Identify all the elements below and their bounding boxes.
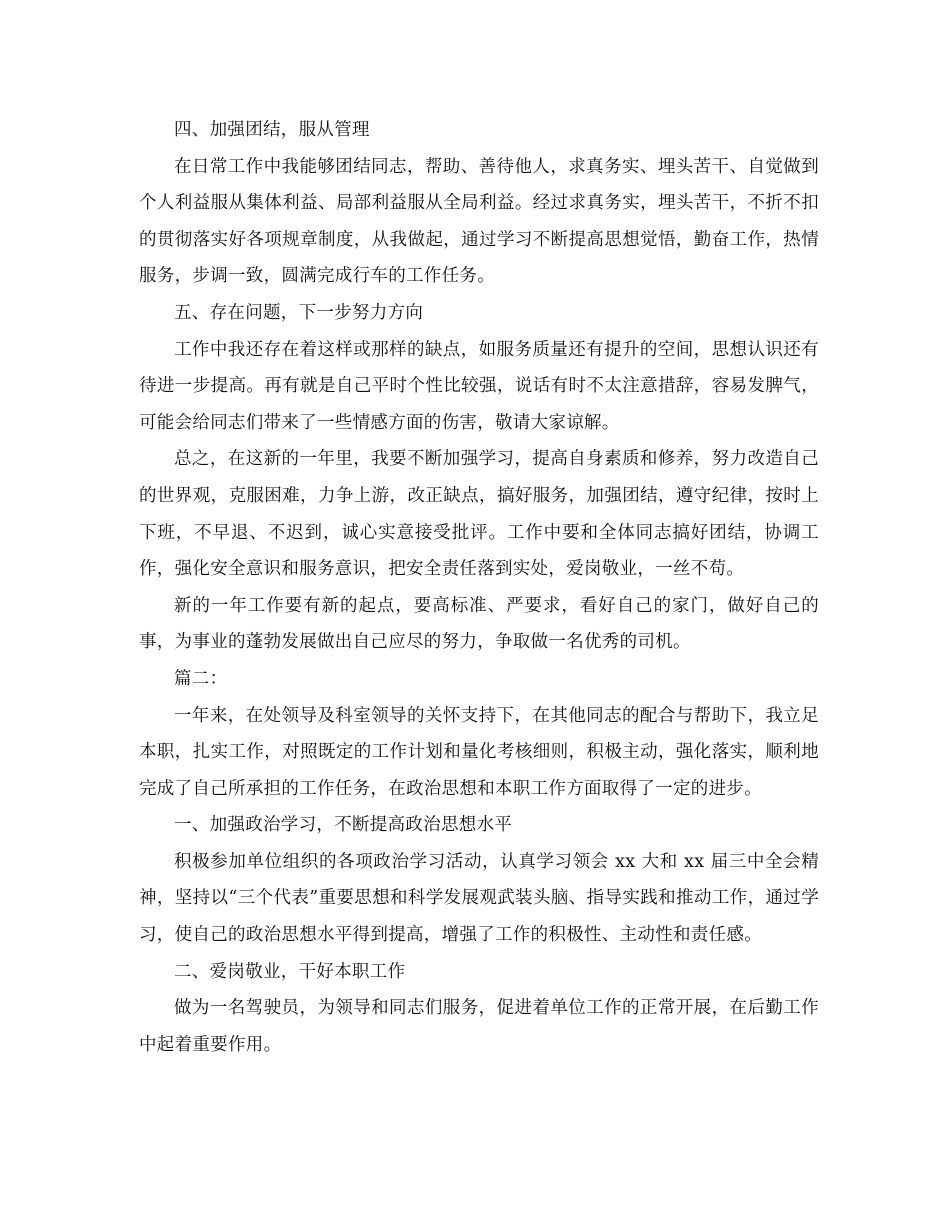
- section-heading-1: 一、加强政治学习，不断提高政治思想水平: [174, 815, 513, 836]
- body-paragraph: 工作中我还存在着这样或那样的缺点，如服务质量还有提升的空间，思想认识还有待进一步提高。再有就是自己平时个性比较强，说话有时不太注意措辞，容易发脾气，可能会给同志们带来了一些情感方面的伤害，敬请大家谅解。: [139, 339, 819, 433]
- body-paragraph: 在日常工作中我能够团结同志，帮助、善待他人，求真务实、埋头苦干、自觉做到个人利益服从集体利益、局部利益服从全局利益。经过求真务实，埋头苦干，不折不扣的贯彻落实好各项规章制度，从我做起，通过学习不断提高思想觉悟，勤奋工作，热情服务，步调一致，圆满完成行车的工作任务。: [139, 156, 819, 287]
- section-heading-4: 四、加强团结，服从管理: [174, 120, 370, 140]
- body-paragraph: 新的一年工作要有新的起点，要高标准、严要求，看好自己的家门，做好自己的事，为事业的蓬勃发展做出自己应尽的努力，争取做一名优秀的司机。: [139, 595, 819, 653]
- body-paragraph: 积极参加单位组织的各项政治学习活动，认真学习领会 xx 大和 xx 届三中全会精神，坚持以“三个代表”重要思想和科学发展观武装头脑、指导实践和推动工作，通过学习，使自己的政治思想水平得到提高，增强了工作的积极性、主动性和责任感。: [139, 851, 819, 946]
- document-body: [139, 112, 819, 1063]
- body-paragraph: 做为一名驾驶员，为领导和同志们服务，促进着单位工作的正常开展，在后勤工作中起着重要作用。: [139, 998, 819, 1055]
- body-paragraph: 总之，在这新的一年里，我要不断加强学习，提高自身素质和修养，努力改造自己的世界观，克服困难，力争上游，改正缺点，搞好服务，加强团结，遵守纪律，按时上下班，不早退、不迟到，诚心实意接受批评。工作中要和全体同志搞好团结，协调工作，强化安全意识和服务意识，把安全责任落到实处，爱岗敬业，一丝不苟。: [139, 449, 819, 580]
- body-paragraph: 一年来，在处领导及科室领导的关怀支持下，在其他同志的配合与帮助下，我立足本职，扎实工作，对照既定的工作计划和量化考核细则，积极主动，强化落实，顺利地完成了自己所承担的工作任务，在政治思想和本职工作方面取得了一定的进步。: [139, 705, 819, 799]
- section-heading-5: 五、存在问题，下一步努力方向: [174, 302, 424, 323]
- section-heading-2: 二、爱岗敬业，干好本职工作: [174, 961, 406, 982]
- part-heading: 篇二：: [174, 668, 228, 689]
